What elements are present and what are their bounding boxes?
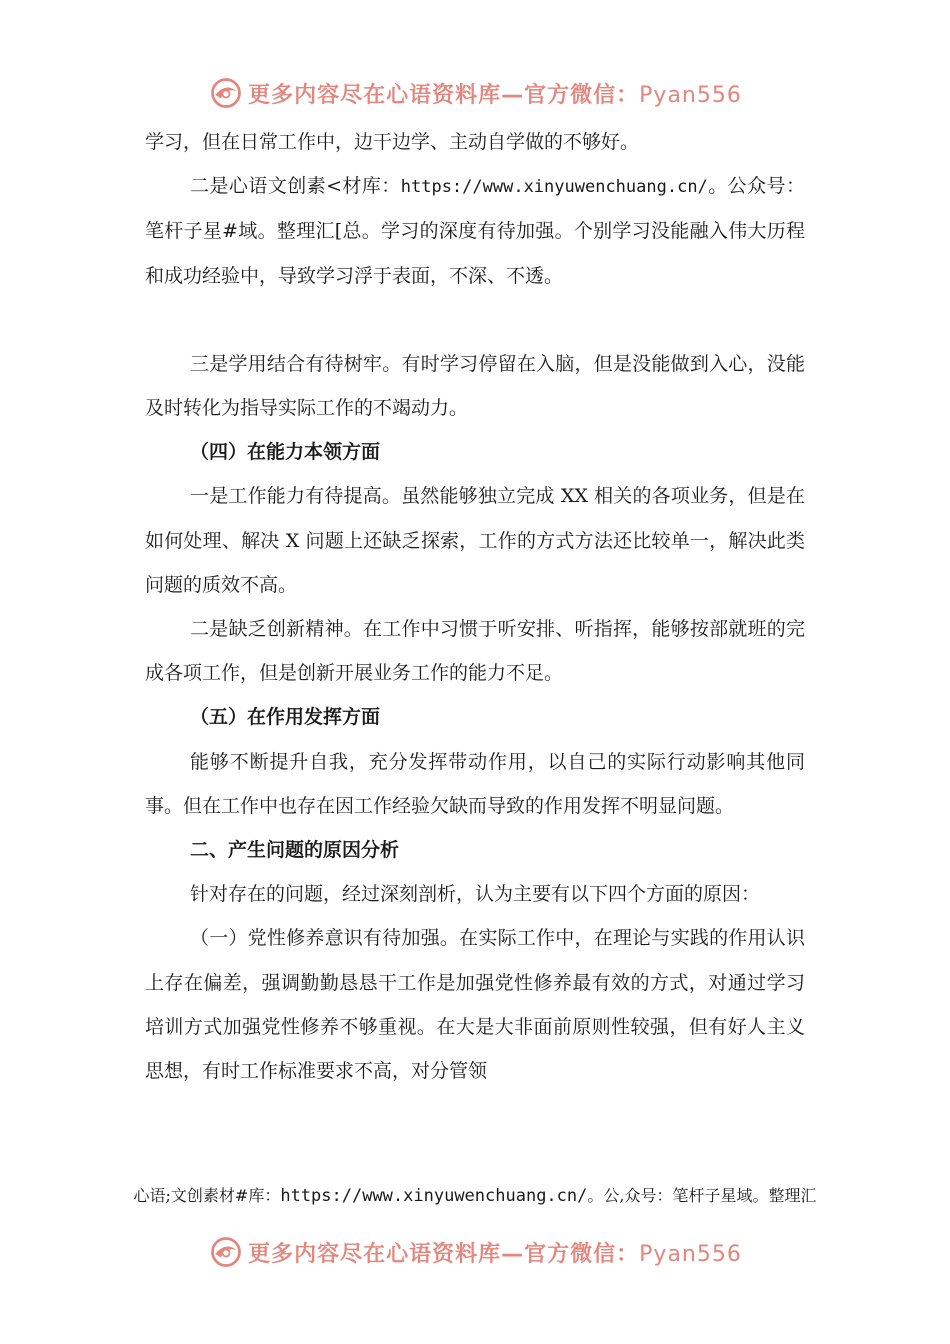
header-banner (0, 68, 950, 118)
logo-icon (208, 75, 244, 111)
url-text: https://www.xinyuwenchuang.cn/ (400, 177, 708, 198)
paragraph: 二是心语文创素<材库：https://www.xinyuwenchuang.cn/。公众号：笔杆子星#域。整理汇[总。学习的深度有待加强。个别学习没能融入伟大历程和成功经验中，导致学习浮于表面，不深、不透。 (145, 175, 805, 287)
paragraph: 学习，但在日常工作中，边干边学、主动自学做的不够好。 (145, 131, 640, 153)
section-heading: （五）在作用发挥方面 (190, 706, 381, 729)
paragraph: 能够不断提升自我，充分发挥带动作用，以自己的实际行动影响其他同事。但在工作中也存在因工作经验欠缺而导致的作用发挥不明显问题。 (145, 750, 805, 817)
logo-icon (208, 1234, 244, 1270)
document-body (145, 120, 805, 1093)
banner-text: 更多内容尽在心语资料库—官方微信：Pyan556 (248, 82, 742, 108)
footer-source-line: 心语;文创素材#库：https://www.xinyuwenchuang.cn/。公,众号：笔杆子星域。整理汇 (133, 1186, 817, 1206)
paragraph: （一）党性修养意识有待加强。在实际工作中，在理论与实践的作用认识上存在偏差，强调勤勤恳恳干工作是加强党性修养最有效的方式，对通过学习培训方式加强党性修养不够重视。在大是大非面前原则性较强，但有好人主义思想，有时工作标准要求不高，对分管领 (145, 927, 805, 1083)
section-heading: （四）在能力本领方面 (190, 441, 381, 464)
wechat-id: Pyan556 (639, 82, 742, 108)
footer-url: https://www.xinyuwenchuang.cn/ (280, 1186, 588, 1206)
paragraph: 三是学用结合有待树牢。有时学习停留在入脑，但是没能做到入心，没能及时转化为指导实际工作的不竭动力。 (145, 352, 805, 420)
paragraph: 一是工作能力有待提高。虽然能够独立完成 XX 相关的各项业务，但是在如何处理、解决 X 问题上还缺乏探索，工作的方式方法还比较单一，解决此类问题的质效不高。 (145, 485, 805, 596)
paragraph: 二是缺乏创新精神。在工作中习惯于听安排、听指挥，能够按部就班的完成各项工作，但是创新开展业务工作的能力不足。 (145, 618, 805, 685)
banner-text: 更多内容尽在心语资料库—官方微信：Pyan556 (248, 1241, 742, 1267)
chapter-heading: 二、产生问题的原因分析 (190, 839, 400, 862)
paragraph: 针对存在的问题，经过深刻剖析，认为主要有以下四个方面的原因： (190, 883, 761, 906)
footer-banner (0, 1227, 950, 1277)
wechat-id: Pyan556 (639, 1241, 742, 1267)
